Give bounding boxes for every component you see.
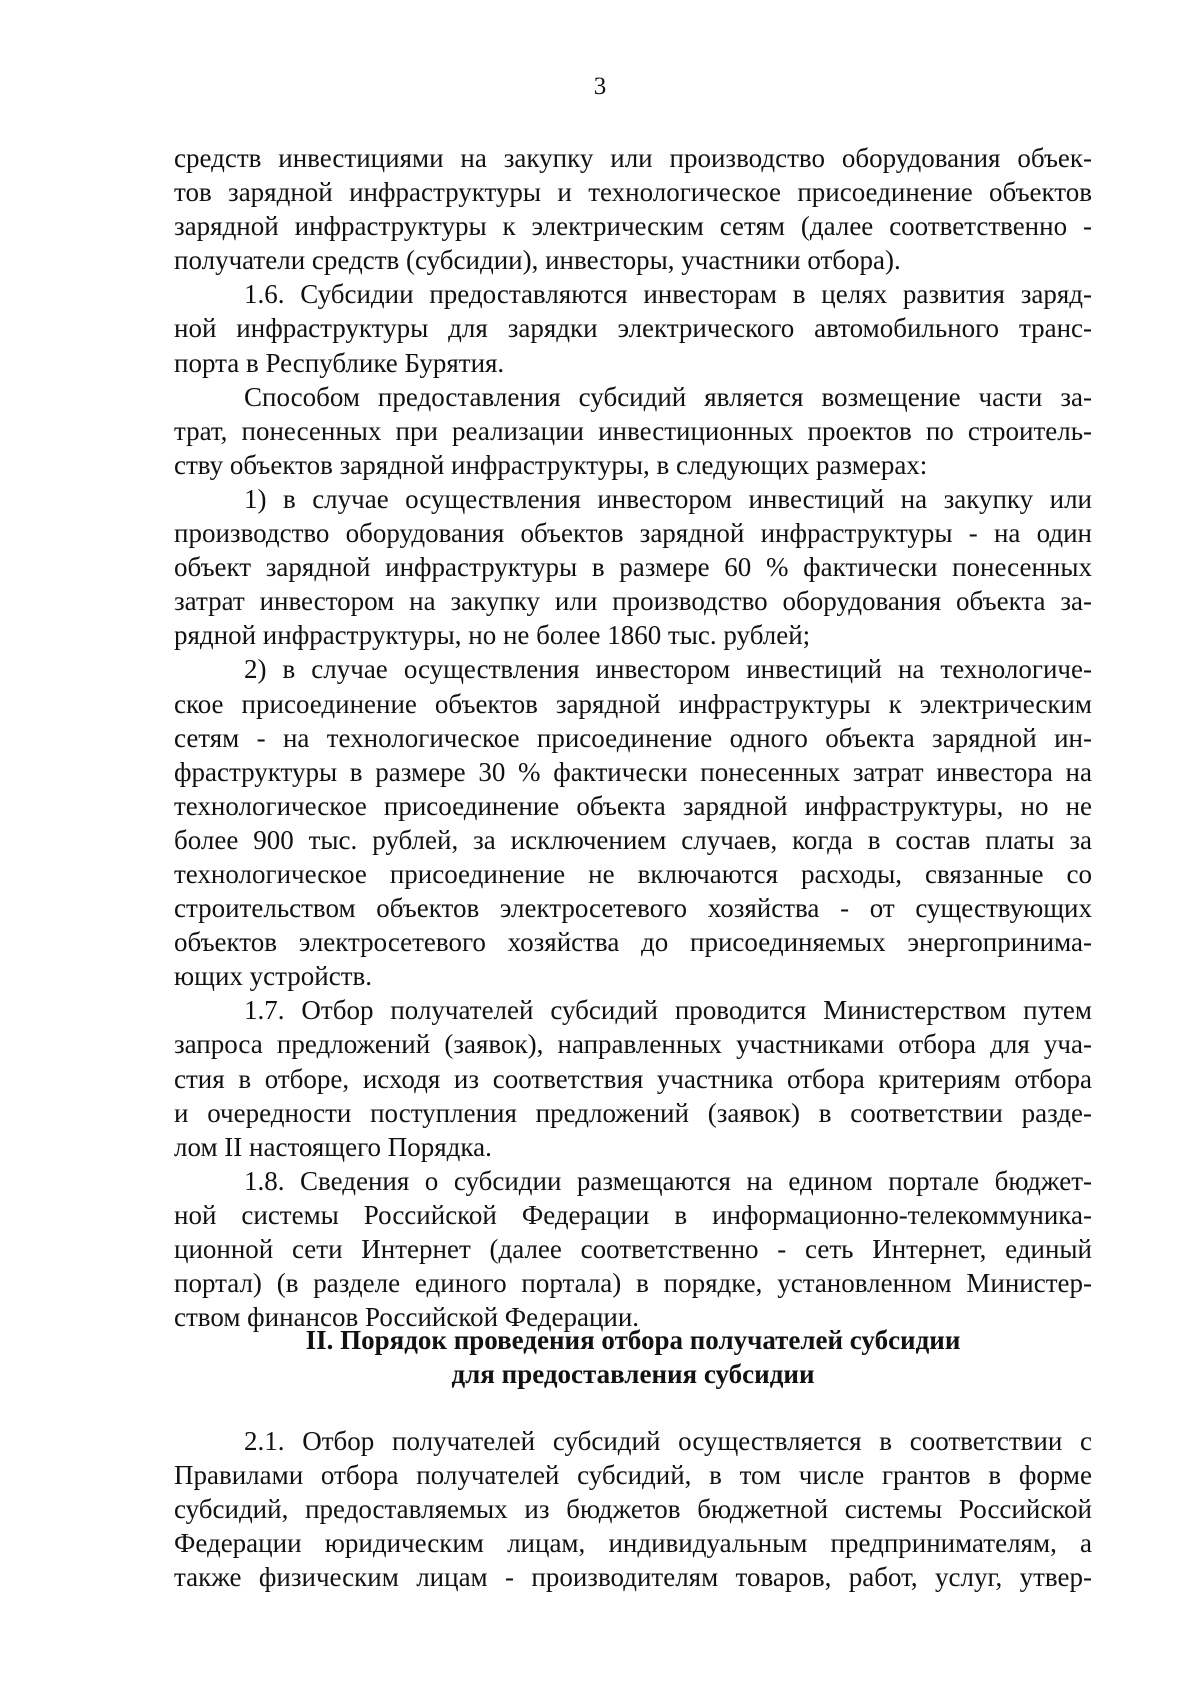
text-line: ством финансов Российской Федерации. [174, 1302, 640, 1333]
text-line: лом II настоящего Порядка. [174, 1131, 492, 1162]
text-line: ной системы Российской Федерации в информационно-телекоммуника- [174, 1199, 1092, 1230]
text-line: 1.7. Отбор получателей субсидий проводится Министерством путем [244, 995, 1092, 1026]
body-text [174, 141, 1092, 1334]
text-line: ству объектов зарядной инфраструктуры, в следующих размерах: [174, 449, 928, 480]
paragraph-method [174, 380, 1092, 482]
text-line: сетям - на технологическое присоединение одного объекта зарядной ин- [174, 722, 1092, 753]
text-line: тов зарядной инфраструктуры и технологическое присоединение объектов [174, 177, 1092, 208]
paragraph-1-7 [174, 993, 1092, 1163]
text-line: затрат инвестором на закупку или производство оборудования объекта за- [174, 586, 1092, 617]
text-line: получатели средств (субсидии), инвесторы, участники отбора). [174, 245, 901, 276]
text-line: портал) (в разделе единого портала) в порядке, установленном Министер- [174, 1268, 1092, 1299]
text-line: ское присоединение объектов зарядной инфраструктуры к электрическим [174, 688, 1092, 719]
paragraph-continuation [174, 141, 1092, 277]
text-line: запроса предложений (заявок), направленных участниками отбора для уча- [174, 1029, 1092, 1060]
text-line: субсидий, предоставляемых из бюджетов бюджетной системы Российской [174, 1494, 1092, 1525]
section-2-body [174, 1424, 1092, 1594]
text-line: более 900 тыс. рублей, за исключением случаев, когда в состав платы за [174, 824, 1092, 855]
text-line: порта в Республике Бурятия. [174, 347, 505, 378]
text-line: трат, понесенных при реализации инвестиционных проектов по строитель- [174, 415, 1092, 446]
paragraph-2-1 [174, 1424, 1092, 1594]
section-heading [174, 1323, 1092, 1391]
text-line: зарядной инфраструктуры к электрическим сетям (далее соответственно - [174, 211, 1092, 242]
text-line: 2) в случае осуществления инвестором инвестиций на технологиче- [244, 654, 1092, 685]
text-line: ционной сети Интернет (далее соответственно - сеть Интернет, единый [174, 1234, 1092, 1264]
text-line: строительством объектов электросетевого хозяйства - от существующих [174, 893, 1092, 924]
text-line: 1.6. Субсидии предоставляются инвесторам в целях развития заряд- [244, 279, 1092, 310]
text-line: Федерации юридическим лицам, индивидуальным предпринимателям, а [174, 1528, 1092, 1559]
text-line: и очередности поступления предложений (заявок) в соответствии разде- [174, 1097, 1092, 1128]
text-line: 2.1. Отбор получателей субсидий осуществляется в соответствии с [244, 1426, 1092, 1456]
list-item-2 [174, 652, 1092, 993]
section-heading-line: для предоставления субсидии [451, 1359, 815, 1389]
section-heading-line: II. Порядок проведения отбора получателей субсидии [305, 1325, 961, 1355]
text-line: ной инфраструктуры для зарядки электрического автомобильного транс- [174, 313, 1092, 344]
text-line: 1) в случае осуществления инвестором инвестиций на закупку или [244, 483, 1092, 514]
text-line: технологическое присоединение не включаются расходы, связанные со [174, 858, 1092, 889]
text-line: производство оборудования объектов зарядной инфраструктуры - на один [174, 518, 1092, 549]
text-line: также физическим лицам - производителям товаров, работ, услуг, утвер- [174, 1562, 1092, 1593]
text-line: объектов электросетевого хозяйства до присоединяемых энергопринима- [174, 927, 1092, 958]
text-line: ющих устройств. [174, 961, 373, 992]
paragraph-1-8 [174, 1164, 1092, 1334]
text-line: Способом предоставления субсидий является возмещение части за- [244, 381, 1092, 412]
text-line: фраструктуры в размере 30 % фактически понесенных затрат инвестора на [174, 756, 1092, 787]
text-line: объект зарядной инфраструктуры в размере 60 % фактически понесенных [174, 552, 1092, 583]
paragraph-1-6 [174, 277, 1092, 379]
text-line: средств инвестициями на закупку или производство оборудования объек- [174, 143, 1092, 173]
text-line: 1.8. Сведения о субсидии размещаются на едином портале бюджет- [244, 1165, 1092, 1196]
text-line: рядной инфраструктуры, но не более 1860 тыс. рублей; [174, 620, 811, 651]
text-line: технологическое присоединение объекта зарядной инфраструктуры, но не [174, 790, 1092, 821]
list-item-1 [174, 482, 1092, 652]
text-line: Правилами отбора получателей субсидий, в том числе грантов в форме [174, 1460, 1092, 1491]
page-number: 3 [593, 73, 607, 100]
text-line: стия в отборе, исходя из соответствия участника отбора критериям отбора [174, 1063, 1092, 1094]
